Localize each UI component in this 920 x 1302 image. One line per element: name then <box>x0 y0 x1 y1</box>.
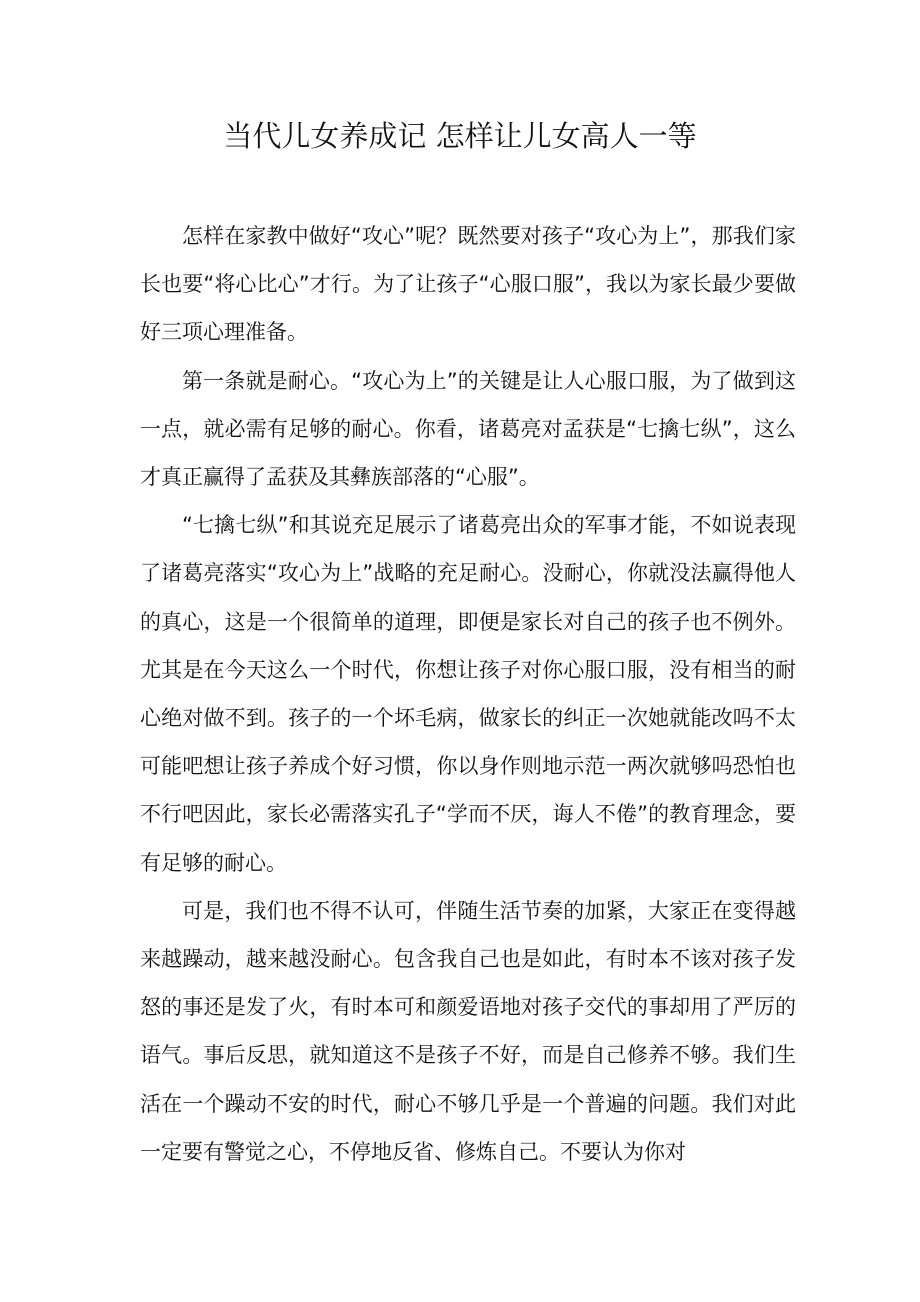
paragraph-4: 可是，我们也不得不认可，伴随生活节奏的加紧，大家正在变得越来越躁动，越来越没耐心。包含我自己也是如此，有时本不该对孩子发怒的事还是发了火，有时本可和颜爱语地对孩子交代的事却用了严厉的语气。事后反思，就知道这不是孩子不好，而是自己修养不够。我们生活在一个躁动不安的时代，耐心不够几乎是一个普遍的问题。我们对此一定要有警觉之心，不停地反省、修炼自己。不要认为你对 <box>140 898 796 1164</box>
paragraph-2: 第一条就是耐心。“攻心为上”的关键是让人心服口服，为了做到这一点，就必需有足够的耐心。你看，诸葛亮对孟获是“七擒七纵”，这么才真正赢得了孟获及其彝族部落的“心服”。 <box>140 368 796 490</box>
paragraph-3: “七擒七纵”和其说充足展示了诸葛亮出众的军事才能，不如说表现了诸葛亮落实“攻心为上”战略的充足耐心。没耐心，你就没法赢得他人的真心，这是一个很简单的道理，即便是家长对自己的孩子也不例外。尤其是在今天这么一个时代，你想让孩子对你心服口服，没有相当的耐心绝对做不到。孩子的一个坏毛病，做家长的纠正一次她就能改吗不太可能吧想让孩子养成个好习惯，你以身作则地示范一两次就够吗恐怕也不行吧因此，家长必需落实孔子“学而不厌，诲人不倦”的教育理念，要有足够的耐心。 <box>140 513 796 875</box>
document-body <box>140 212 796 1176</box>
document-title: 当代儿女养成记 怎样让儿女高人一等 <box>223 119 697 153</box>
paragraph-1: 怎样在家教中做好“攻心”呢？既然要对孩子“攻心为上”，那我们家长也要“将心比心”才行。为了让孩子“心服口服”，我以为家长最少要做好三项心理准备。 <box>140 224 796 345</box>
